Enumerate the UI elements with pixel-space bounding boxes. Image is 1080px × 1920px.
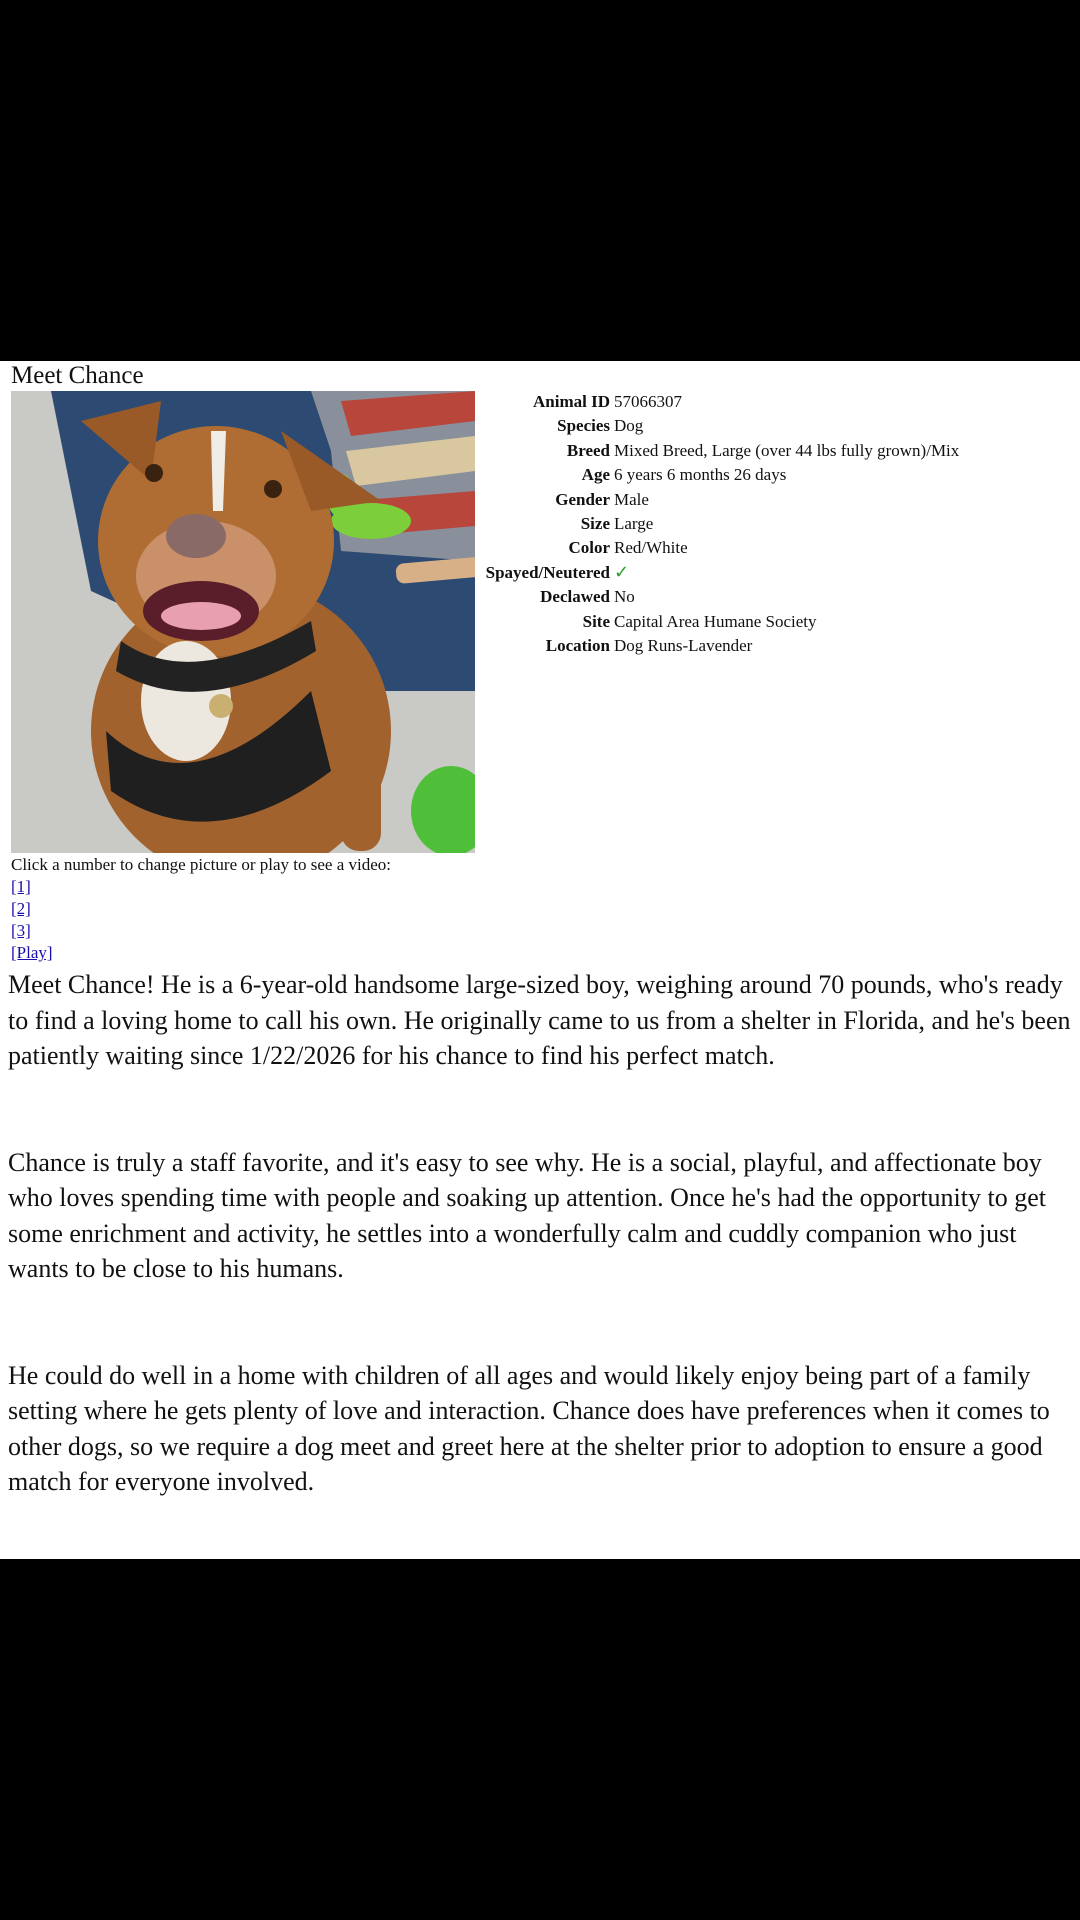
description-paragraph: He could do well in a home with children of all ages and would likely enjoy being part of a family setting where he gets plenty of love and interaction. Chance does have preferences when it comes to other dogs, so we require a dog meet and greet here at the shelter prior to adoption to ensure a good match for everyone involved. — [8, 1360, 1050, 1496]
detail-label: Declawed — [540, 587, 610, 607]
detail-label: Species — [557, 416, 610, 436]
detail-value: 57066307 — [614, 392, 682, 411]
detail-row — [470, 561, 959, 585]
description-paragraph: Meet Chance! He is a 6-year-old handsome large-sized boy, weighing around 70 pounds, who's ready to find a loving home to call his own. He originally came to us from a shelter in Florida, and he's been patiently waiting since 1/22/2026 for his chance to find his perfect match. — [8, 970, 1071, 1070]
detail-value: Capital Area Humane Society — [614, 611, 817, 631]
picture-navigation — [11, 854, 391, 964]
detail-row — [470, 463, 959, 487]
detail-value: Large — [614, 514, 654, 534]
animal-profile-page — [0, 361, 1080, 1559]
detail-row — [470, 536, 959, 560]
detail-value: Dog — [614, 416, 644, 436]
detail-value: Mixed Breed, Large (over 44 lbs fully grown)/Mix — [614, 440, 960, 460]
detail-row — [470, 610, 959, 634]
detail-value: 6 years 6 months 26 days — [614, 465, 787, 485]
detail-row — [470, 634, 959, 658]
detail-label: Location — [545, 636, 610, 656]
animal-details-table — [470, 390, 959, 658]
picture-link-1[interactable]: [1] — [11, 877, 31, 896]
detail-row — [470, 488, 959, 512]
detail-label: Animal ID — [533, 392, 610, 411]
detail-label: Breed — [566, 440, 610, 460]
detail-label: Site — [582, 611, 610, 631]
detail-value: Dog Runs-Lavender — [614, 636, 753, 656]
detail-label: Size — [580, 514, 610, 534]
detail-label: Color — [568, 538, 610, 558]
picture-link-2[interactable]: [2] — [11, 899, 31, 918]
description-paragraph: Chance is truly a staff favorite, and it's easy to see why. He is a social, playful, and affectionate boy who loves spending time with people and soaking up attention. Once he's had the opportunity to get some enrichment and activity, he settles into a wonderfully calm and cuddly companion who just wants to be close to his humans. — [8, 1147, 1046, 1283]
picture-nav-instruction: Click a number to change picture or play to see a video: — [11, 855, 392, 874]
dog-photo — [11, 391, 475, 853]
play-video-link[interactable]: [Play] — [11, 943, 53, 962]
page-title: Meet Chance — [11, 362, 144, 389]
detail-row — [470, 390, 959, 414]
detail-label: Spayed/Neutered — [485, 562, 610, 582]
check-icon: ✓ — [614, 561, 630, 583]
detail-label: Age — [581, 465, 610, 485]
detail-row — [470, 439, 959, 463]
detail-value: Red/White — [614, 538, 688, 558]
detail-label: Gender — [555, 489, 610, 509]
detail-row — [470, 585, 959, 609]
detail-value: Male — [614, 489, 649, 509]
detail-value: No — [614, 587, 635, 607]
picture-link-3[interactable]: [3] — [11, 921, 31, 940]
description — [8, 967, 1072, 1559]
detail-row — [470, 512, 959, 536]
detail-row — [470, 414, 959, 438]
